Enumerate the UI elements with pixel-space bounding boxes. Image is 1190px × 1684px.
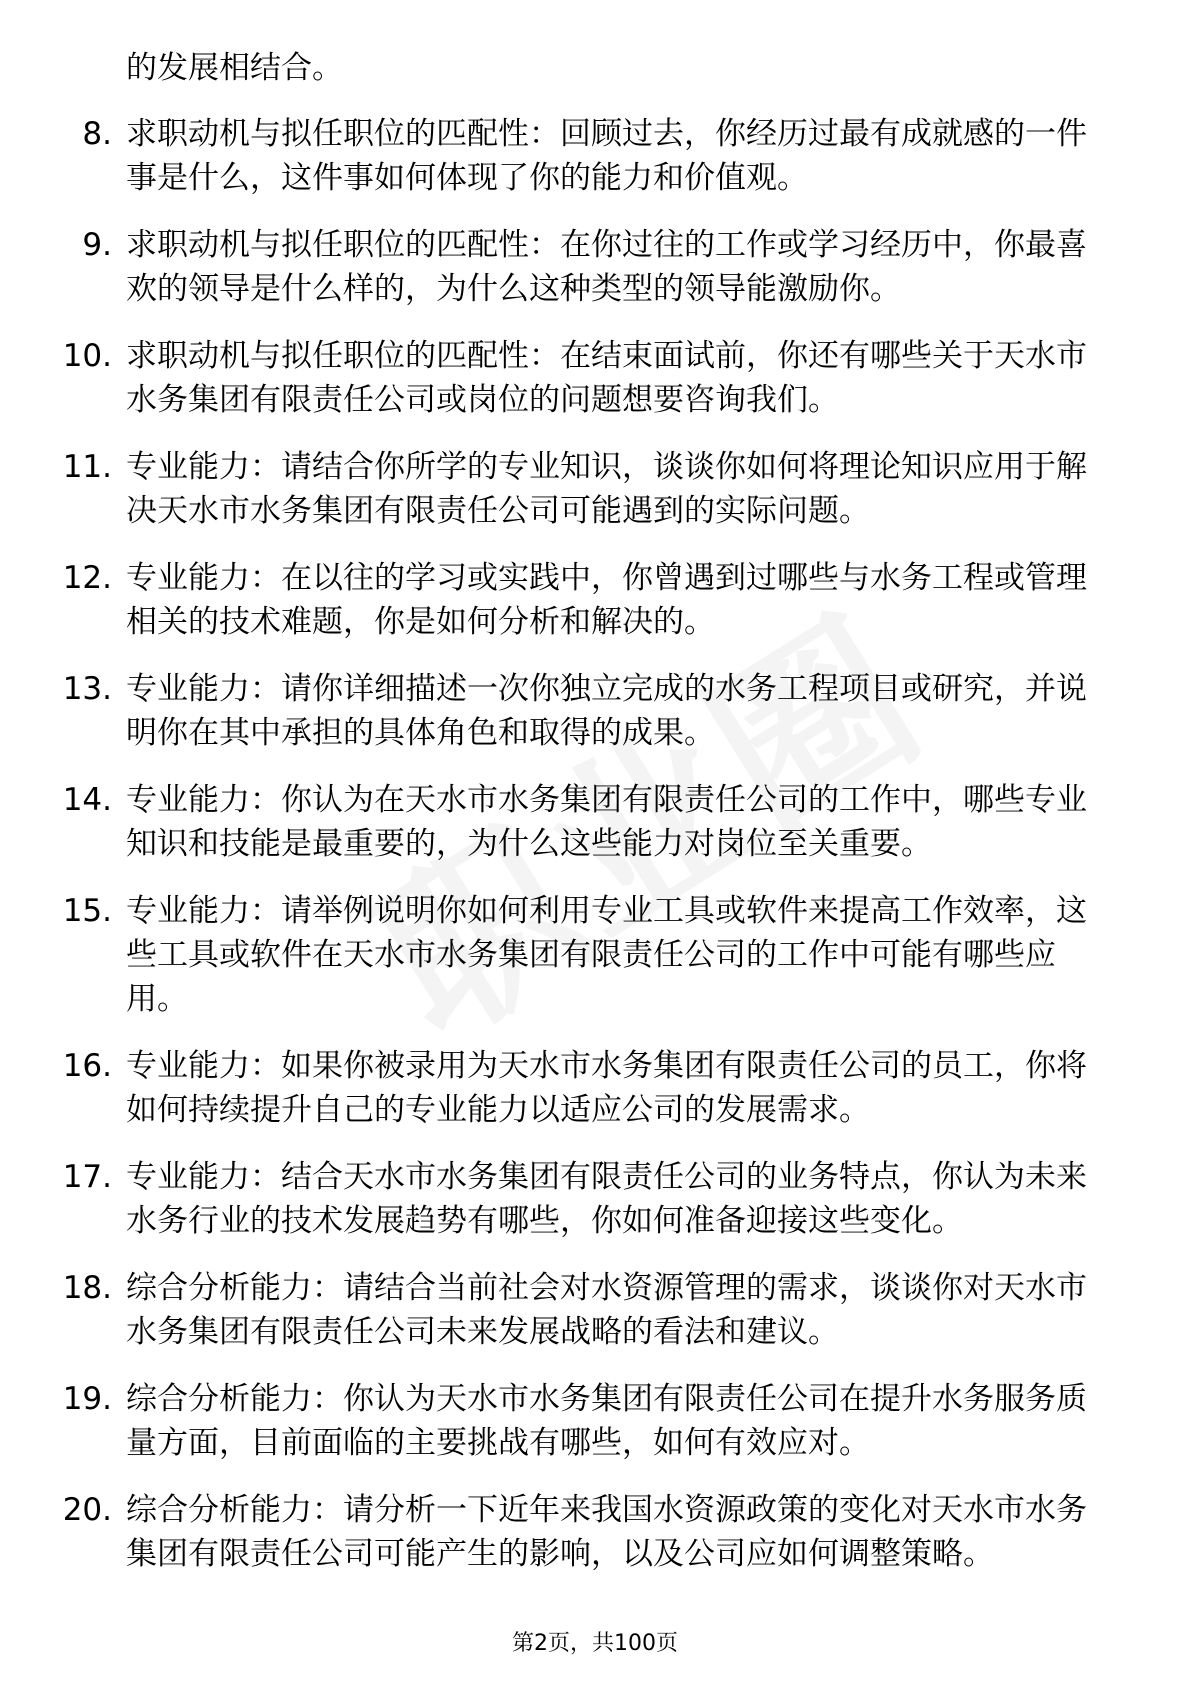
item-number: 17. (62, 1159, 112, 1195)
question-list (0, 46, 1190, 1599)
item-number: 14. (62, 782, 112, 818)
item-text: 综合分析能力：请分析一下近年来我国水资源政策的变化对天水市水务集团有限责任公司可能产生的影响，以及公司应如何调整策略。 (126, 1492, 1087, 1572)
item-text: 专业能力：结合天水市水务集团有限责任公司的业务特点，你认为未来水务行业的技术发展趋势有哪些，你如何准备迎接这些变化。 (126, 1159, 1087, 1239)
item-number: 10. (62, 338, 112, 374)
item-text: 综合分析能力：请结合当前社会对水资源管理的需求，谈谈你对天水市水务集团有限责任公司未来发展战略的看法和建议。 (126, 1270, 1087, 1350)
item-number: 18. (62, 1270, 112, 1306)
item-number: 15. (62, 893, 112, 929)
item-number: 8. (82, 116, 112, 152)
list-item (62, 1044, 1111, 1132)
list-item (62, 778, 1111, 866)
list-item (62, 556, 1111, 644)
item-number: 11. (62, 449, 112, 485)
continuation-text: 的发展相结合。 (126, 50, 343, 86)
item-text: 专业能力：如果你被录用为天水市水务集团有限责任公司的员工，你将如何持续提升自己的专业能力以适应公司的发展需求。 (126, 1048, 1087, 1128)
list-item (62, 1155, 1111, 1243)
page-footer: 第2页，共100页 (512, 1631, 678, 1656)
list-item (82, 223, 1111, 311)
list-item (62, 1488, 1111, 1576)
list-item (62, 889, 1111, 1021)
item-text: 综合分析能力：你认为天水市水务集团有限责任公司在提升水务服务质量方面，目前面临的主要挑战有哪些，如何有效应对。 (126, 1381, 1087, 1461)
item-number: 12. (62, 560, 112, 596)
item-text: 专业能力：请你详细描述一次你独立完成的水务工程项目或研究，并说明你在其中承担的具体角色和取得的成果。 (126, 671, 1087, 751)
list-item (62, 334, 1111, 422)
list-item (82, 112, 1111, 200)
item-text: 求职动机与拟任职位的匹配性：回顾过去，你经历过最有成就感的一件事是什么，这件事如何体现了你的能力和价值观。 (126, 116, 1087, 196)
item-number: 19. (62, 1381, 112, 1417)
item-number: 20. (62, 1492, 112, 1528)
item-text: 专业能力：请结合你所学的专业知识，谈谈你如何将理论知识应用于解决天水市水务集团有限责任公司可能遇到的实际问题。 (126, 449, 1087, 529)
item-text: 专业能力：请举例说明你如何利用专业工具或软件来提高工作效率，这些工具或软件在天水市水务集团有限责任公司的工作中可能有哪些应用。 (126, 893, 1087, 1017)
item-text: 专业能力：在以往的学习或实践中，你曾遇到过哪些与水务工程或管理相关的技术难题，你是如何分析和解决的。 (126, 560, 1087, 640)
item-text: 求职动机与拟任职位的匹配性：在你过往的工作或学习经历中，你最喜欢的领导是什么样的，为什么这种类型的领导能激励你。 (126, 227, 1087, 307)
item-number: 16. (62, 1048, 112, 1084)
list-item (62, 1377, 1111, 1465)
item-text: 求职动机与拟任职位的匹配性：在结束面试前，你还有哪些关于天水市水务集团有限责任公司或岗位的问题想要咨询我们。 (126, 338, 1087, 418)
list-item (62, 445, 1111, 533)
list-item (62, 1266, 1111, 1354)
item-text: 专业能力：你认为在天水市水务集团有限责任公司的工作中，哪些专业知识和技能是最重要的，为什么这些能力对岗位至关重要。 (126, 782, 1087, 862)
item-number: 13. (62, 671, 112, 707)
item-number: 9. (82, 227, 112, 263)
list-item (62, 667, 1111, 755)
